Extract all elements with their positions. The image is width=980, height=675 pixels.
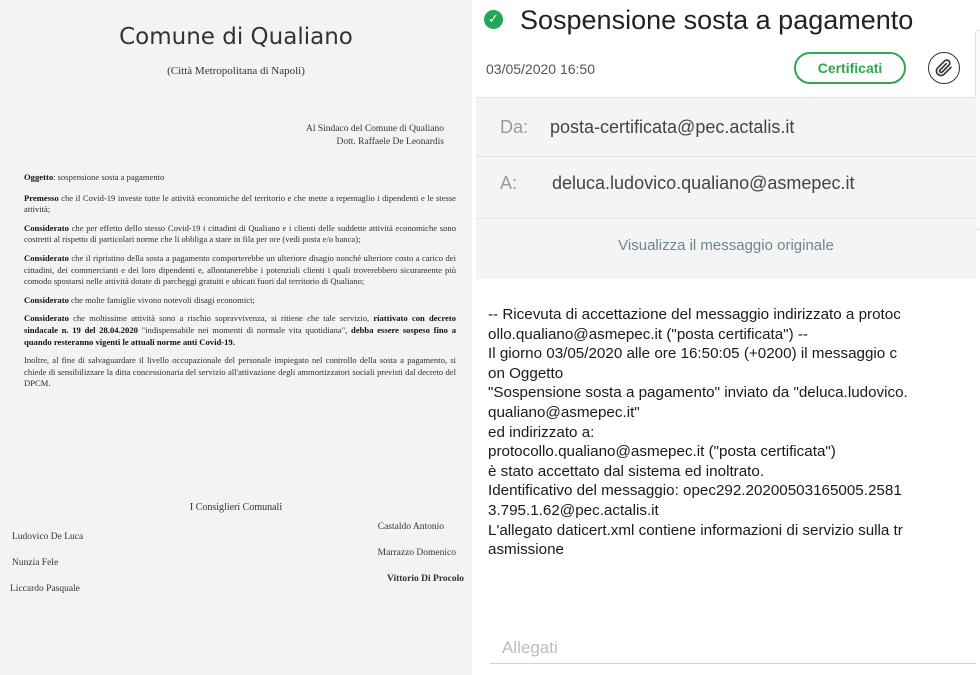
paragraph-lead: Considerato [24, 313, 69, 324]
body-line: qualiano@asmepec.it" [488, 403, 640, 421]
body-line: asmissione [488, 541, 564, 559]
signer-name: Liccardo Pasquale [10, 584, 80, 594]
from-label: Da: [500, 117, 529, 137]
letter-title: Comune di Qualiano [119, 24, 353, 50]
body-line: protocollo.qualiano@asmepec.it ("posta certificata") [488, 443, 836, 461]
from-address[interactable]: posta-certificata@pec.actalis.it [550, 117, 795, 137]
paragraph-text: "indispensabile nei momenti di normale vita quotidiana", [137, 324, 352, 335]
letter-body [24, 172, 456, 397]
paragraph-lead: Considerato [24, 294, 69, 305]
signer-name: Ludovico De Luca [12, 532, 84, 542]
body-line: L'allegato daticert.xml contiene informazioni di servizio sulla tr [488, 521, 903, 539]
addressee-line: Dott. Raffaele De Leonardis [336, 137, 444, 147]
divider [476, 97, 976, 98]
letter-addressee [306, 123, 444, 149]
signers-title: I Consiglieri Comunali [189, 502, 283, 513]
paragraph-text: che il Covid-19 investe tutte le attività economiche del territorio e che mette a repentaglio i dipendenti e le stesse attività; [24, 192, 456, 215]
addressee-line: Al Sindaco del Comune di Qualiano [306, 124, 444, 134]
mail-datetime: 03/05/2020 16:50 [486, 61, 595, 77]
body-line: 3.795.1.62@pec.actalis.it [488, 501, 659, 519]
message-body [488, 305, 976, 560]
body-line: ollo.qualiano@asmepec.it ("posta certificata") -- [488, 325, 808, 343]
divider [476, 156, 976, 157]
paragraph-lead: Premesso [24, 192, 59, 203]
letter-paragraph [24, 295, 456, 307]
paragraph-lead: Considerato [24, 252, 69, 263]
attachment-button[interactable] [928, 52, 960, 84]
signer-name: Marrazzo Domenico [377, 548, 456, 558]
letter-paragraph-covid [24, 313, 456, 348]
certified-badge-button[interactable]: Certificati [794, 52, 906, 84]
paragraph-text: che il ripristino della sosta a pagamento comporterebbe un ulteriore disagio nonché ulteriore costo a carico dei cittadini, dei commercianti e dei loro dipendenti e, allontanerebbe i potenziali clienti i quali troverebbero sicuramente più comodo spostarsi nelle attività dotate di parcheggi gratuiti e ubicati fuori dal territorio di Qualiano; [24, 252, 456, 287]
view-original-link[interactable]: Visualizza il messaggio originale [618, 237, 834, 254]
body-line: -- Ricevuta di accettazione del messaggio indirizzato a protoc [488, 306, 901, 323]
body-line: ed indirizzato a: [488, 423, 595, 441]
mail-subject: Sospensione sosta a pagamento [520, 5, 914, 35]
signer-name: Nunzia Fele [12, 558, 59, 568]
letter-object [24, 172, 456, 184]
paragraph-text: che moltissime attività sono a rischio sopravvivenza, si ritiene che tale servizio, [68, 313, 374, 324]
check-circle-icon: ✓ [484, 10, 503, 29]
suspension-request: debba essere sospeso fino a quando resteranno vigenti le attuali norme anti Covid-19. [24, 324, 456, 347]
letter-scan [0, 0, 472, 675]
mail-viewer [476, 0, 980, 675]
letter-subtitle: (Città Metropolitana di Napoli) [167, 65, 305, 77]
to-address[interactable]: deluca.ludovico.qualiano@asmepec.it [552, 173, 855, 193]
signer-name: Castaldo Antonio [377, 522, 444, 532]
body-line: "Sospensione sosta a pagamento" inviato da "deluca.ludovico. [488, 384, 908, 402]
paragraph-lead: Considerato [24, 222, 69, 233]
paragraph-text: che per effetto dello stesso Covid-19 i cittadini di Qualiano e i clienti delle suddette attività economiche sono costretti al rispetto di particolari norme che li obbliga a stare in fila per ore (vedi posta e/o banca); [24, 222, 456, 245]
object-label: Oggetto [24, 172, 54, 182]
letter-paragraph [24, 253, 456, 288]
body-line: Identificativo del messaggio: opec292.20200503165005.2581 [488, 482, 902, 500]
decree-reference: riattivato con decreto sindacale n. 19 del 28.04.2020 [24, 313, 456, 335]
to-label: A: [500, 173, 518, 193]
signer-name: Vittorio Di Procolo [386, 574, 464, 584]
letter-closing: Inoltre, al fine di salvaguardare il livello occupazionale del personale impiegato nel controllo della sosta a pagamento, si chiede di sensibilizzare la ditta concessionaria del servizio all'attivazione degli ammortizzatori sociali previsti dal decreto del DPCM. [24, 355, 456, 389]
paragraph-text: che molte famiglie vivono notevoli disagi economici; [68, 294, 255, 305]
attachments-section-label: Allegati [502, 638, 558, 657]
divider [490, 663, 976, 664]
divider [476, 218, 976, 219]
letter-paragraph [24, 193, 456, 216]
body-line: è stato accettato dal sistema ed inoltrato. [488, 462, 765, 480]
paperclip-icon [935, 59, 953, 77]
letter-paragraph [24, 223, 456, 246]
object-text: : sospensione sosta a pagamento [53, 172, 165, 182]
body-line: on Oggetto [488, 364, 564, 382]
body-line: Il giorno 03/05/2020 alle ore 16:50:05 (+0200) il messaggio c [488, 345, 898, 363]
